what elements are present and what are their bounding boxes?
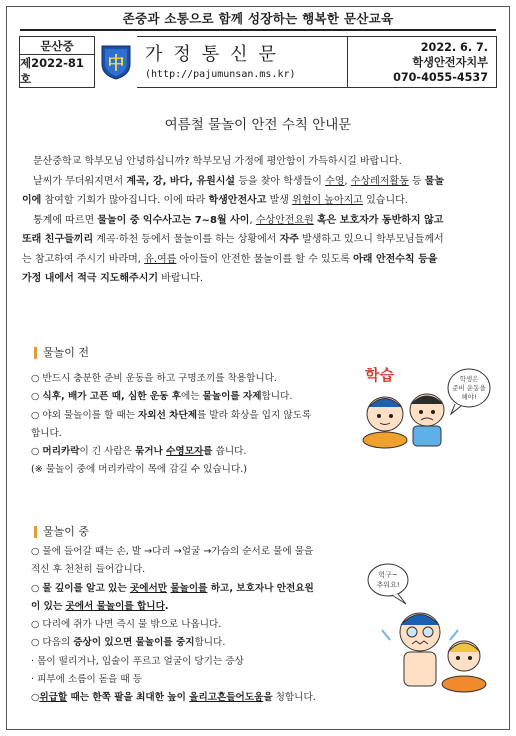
cold-swimmer-cartoon-illustration bbox=[362, 560, 492, 700]
letter-title: 가정통신문 bbox=[145, 44, 287, 65]
issue-date: 2022. 6. 7. bbox=[420, 40, 488, 54]
list-item: ○ 머리카락이 긴 사람은 묶거나 수영모자를 씁니다. bbox=[31, 446, 247, 458]
section-before-title: 물놀이 전 bbox=[34, 347, 89, 359]
speech-bubble-text: 추워요! bbox=[376, 581, 400, 589]
warmup-cartoon-illustration bbox=[357, 352, 492, 457]
speech-bubble-text: 해야! bbox=[461, 393, 477, 401]
list-item: · 몸이 떨리거나, 입술이 푸르고 얼굴이 당기는 증상 bbox=[31, 655, 244, 667]
list-item: 이 있는 곳에서 물놀이를 합니다. bbox=[31, 600, 169, 612]
list-item: ○위급할 때는 한쪽 팔을 최대한 높이 올리고흔들어도움을 청합니다. bbox=[31, 692, 316, 704]
info-box bbox=[347, 36, 497, 88]
logo-letter: 中 bbox=[107, 54, 125, 74]
list-item: ○ 야외 물놀이를 할 때는 자외선 차단제를 발라 화상을 입지 않도록 bbox=[31, 409, 312, 421]
speech-bubble-text: 헉구~ bbox=[378, 571, 398, 579]
department: 학생안전자치부 bbox=[412, 55, 488, 69]
slogan: 존중과 소통으로 함께 성장하는 행복한 문산교육 bbox=[122, 11, 394, 26]
list-item: ○ 식후, 배가 고픈 때, 심한 운동 후에는 물놀이를 자제합니다. bbox=[31, 391, 293, 403]
intro-line: 통계에 따르면 물놀이 중 익수사고는 7~8월 사이, 수상안전요원 혹은 보호자가 동반하지 않고 bbox=[33, 214, 444, 226]
list-item: 합니다. bbox=[31, 427, 62, 439]
list-item: · 피부에 소름이 돋을 때 등 bbox=[31, 674, 142, 686]
list-item: ○ 다음의 증상이 있으면 물놀이를 중지합니다. bbox=[31, 637, 226, 649]
school-url[interactable]: (http://pajumunsan.ms.kr) bbox=[145, 69, 296, 80]
issue-number: 제2022-81호 bbox=[20, 56, 84, 86]
section-before-list bbox=[31, 370, 311, 480]
speech-bubble-text: 준비 운동을 bbox=[452, 384, 486, 392]
slogan-divider bbox=[20, 29, 496, 31]
cartoon-caption: 학습 bbox=[365, 366, 394, 384]
section-during-title: 물놀이 중 bbox=[34, 526, 89, 538]
letter-header bbox=[19, 36, 497, 88]
phone-number: 070-4055-4537 bbox=[393, 70, 488, 84]
document-title: 여름철 물놀이 안전 수칙 안내문 bbox=[164, 117, 352, 133]
intro-line: 또래 친구들끼리 계곡·하천 등에서 물놀이를 하는 상황에서 자주 발생하고 있으니 학부모님들께서 bbox=[22, 234, 444, 245]
list-item: ○ 물에 들어갈 때는 손, 발 →다리 →얼굴 →가슴의 순서로 물에 물을 bbox=[31, 546, 314, 557]
intro-line: 이에 참여할 기회가 많아집니다. 이에 따라 학생안전사고 발생 위험이 높아지고 있습니다. bbox=[22, 195, 408, 206]
intro-paragraph bbox=[22, 152, 492, 289]
intro-line: 날씨가 무더워지면서 계곡, 강, 바다, 유원시설 등을 찾아 학생들이 수영, 수상레저활동 등 물놀 bbox=[33, 175, 445, 187]
list-item: (※ 물놀이 중에 머리카락이 목에 감길 수 있습니다.) bbox=[31, 464, 248, 476]
intro-line: 가정 내에서 적극 지도해주시기 바랍니다. bbox=[22, 273, 204, 284]
school-box bbox=[19, 36, 95, 88]
list-item: ○ 반드시 충분한 준비 운동을 하고 구명조끼를 착용합니다. bbox=[31, 373, 277, 384]
intro-line: 는 참고하여 주시기 바라며, 유.여름 아이들이 안전한 물놀이를 할 수 있도록 아래 안전수칙 등을 bbox=[22, 253, 438, 265]
section-during-list bbox=[31, 543, 316, 708]
list-item: ○ 다리에 쥐가 나면 즉시 물 밖으로 나옵니다. bbox=[31, 619, 222, 631]
school-logo-icon bbox=[95, 36, 137, 88]
title-box bbox=[137, 36, 347, 88]
school-name: 문산중 bbox=[20, 37, 94, 55]
greeting-line: 문산중학교 학부모님 안녕하십니까? 학부모님 가정에 평안함이 가득하시길 바랍니다. bbox=[33, 156, 402, 167]
speech-bubble-text: 학생은 bbox=[459, 375, 479, 383]
list-item: ○ 물 깊이를 알고 있는 곳에서만 물놀이를 하고, 보호자나 안전요원 bbox=[31, 582, 314, 594]
list-item: 적신 후 천천히 들어갑니다. bbox=[31, 564, 146, 576]
